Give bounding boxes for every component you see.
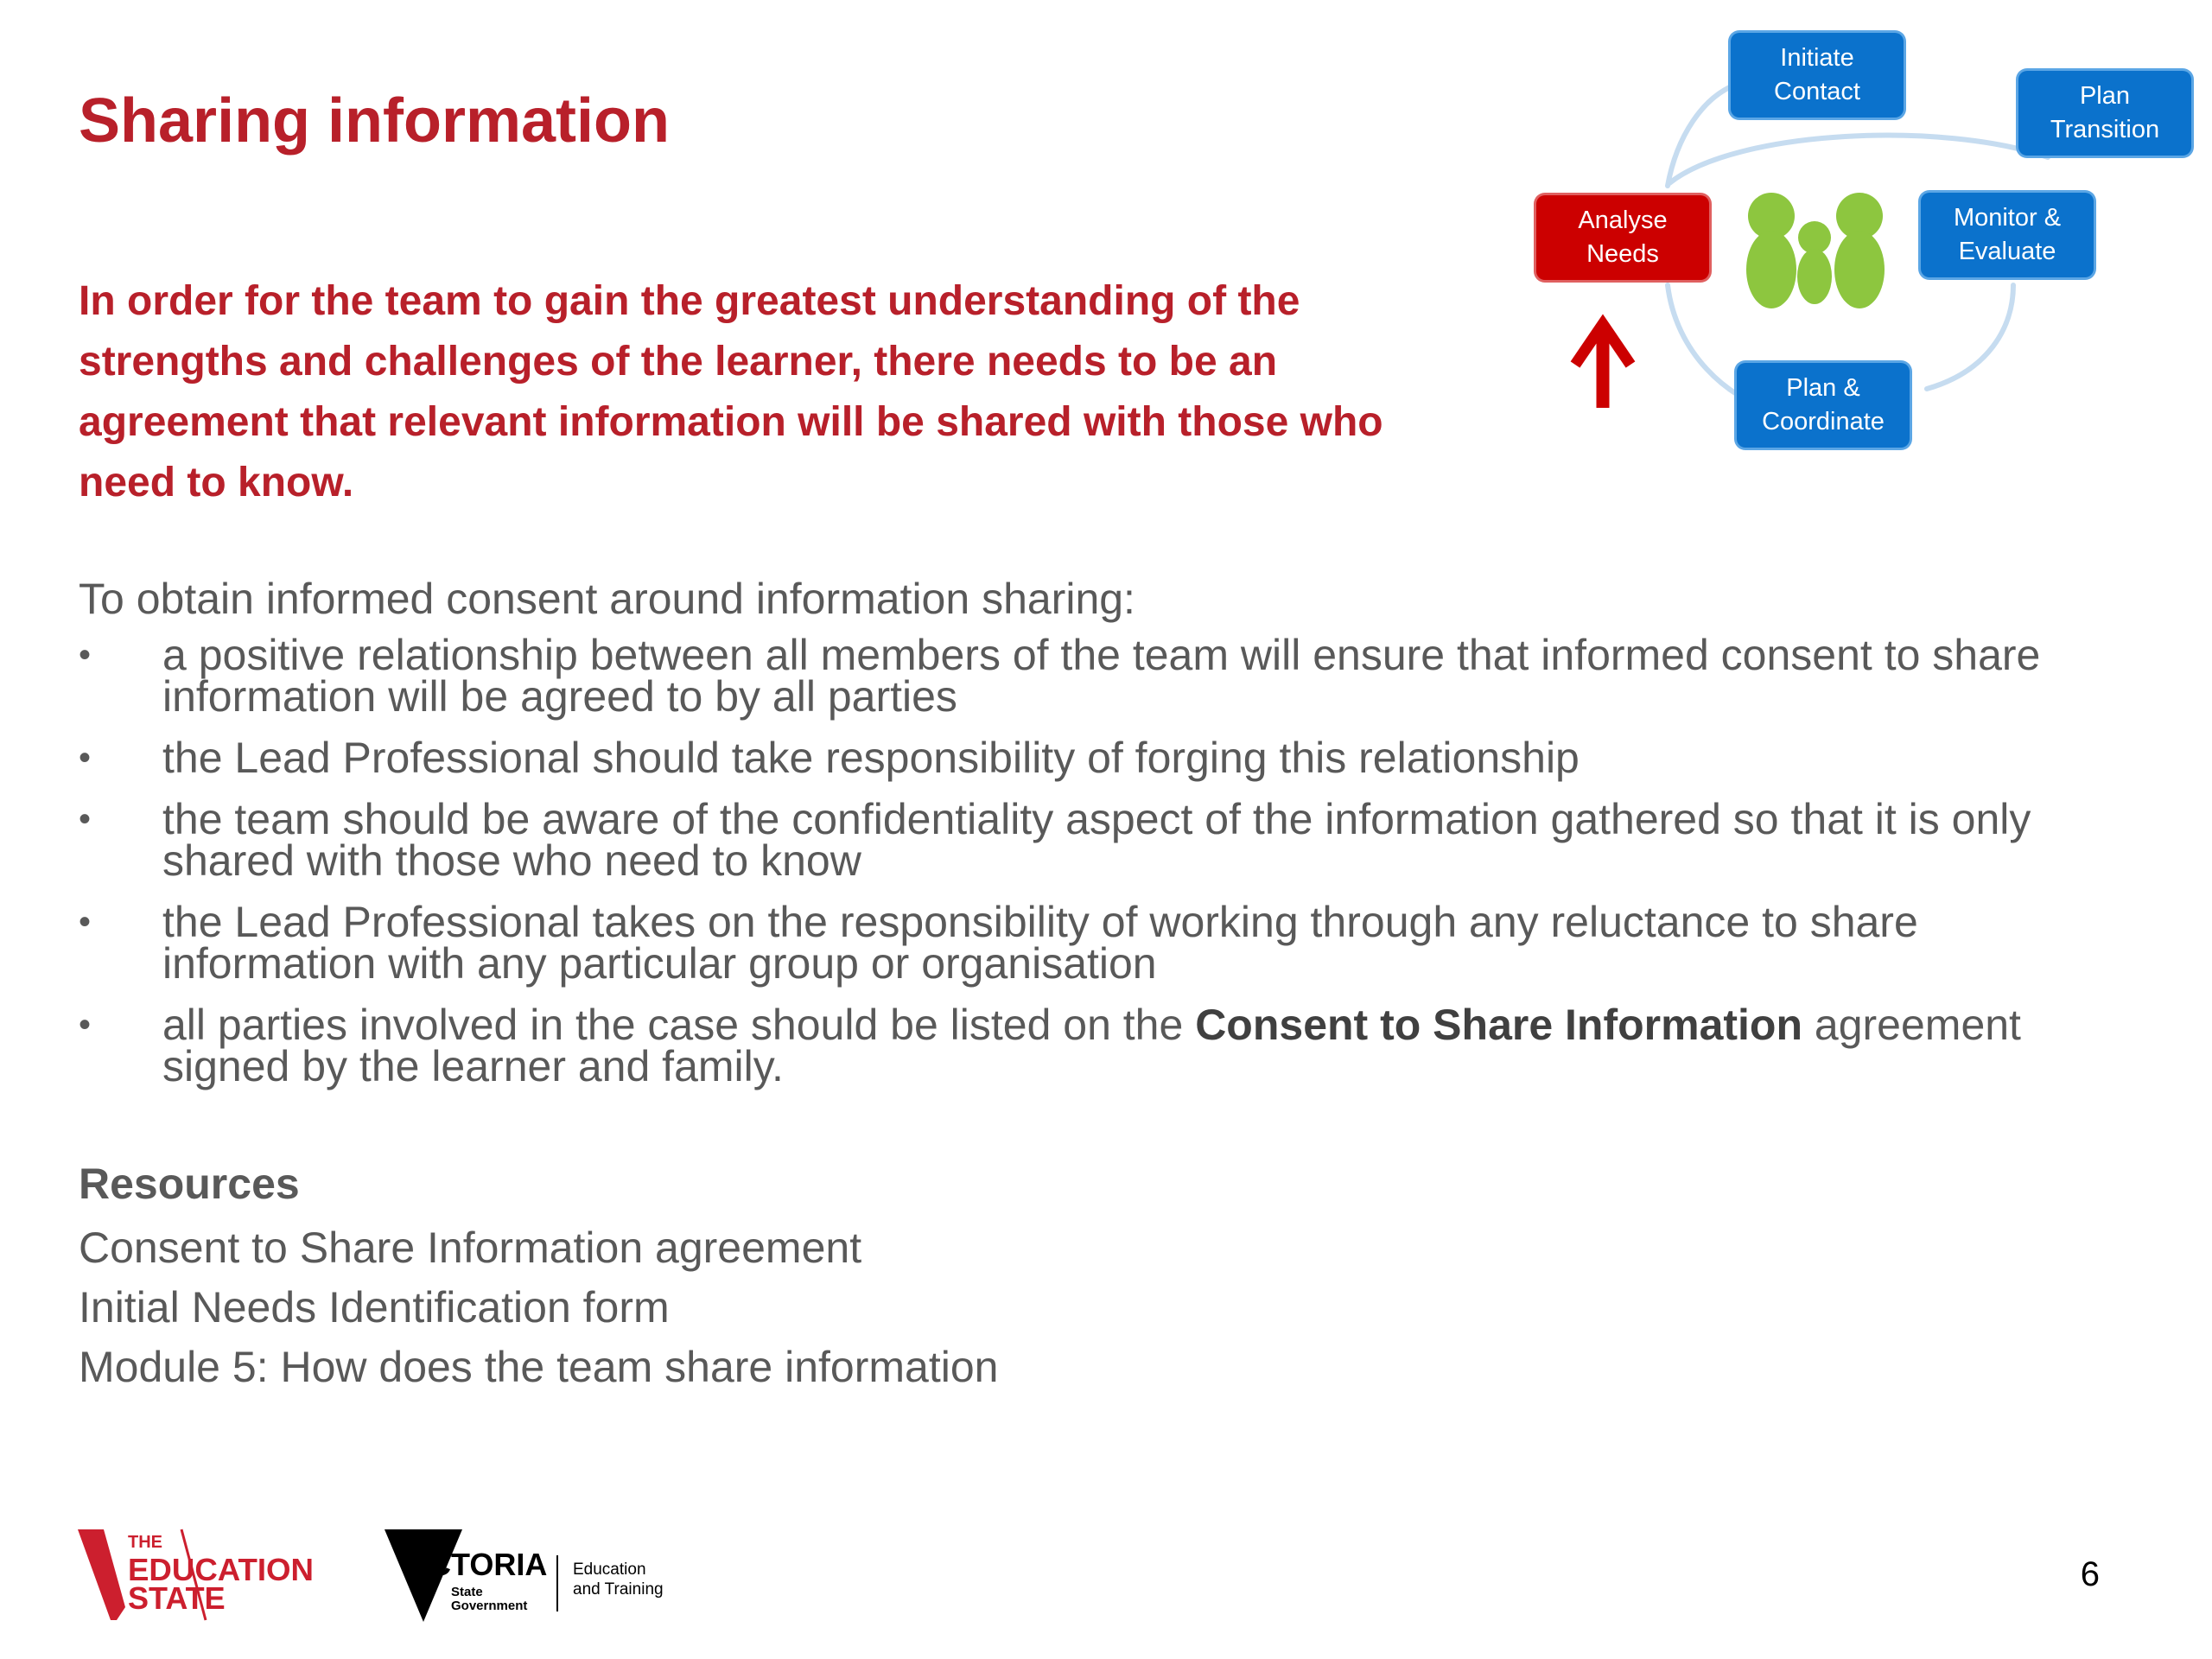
resource-item: Module 5: How does the team share information (79, 1343, 999, 1391)
victoria-sub1: State (451, 1585, 483, 1599)
victoria-wordmark: VICTORIA (399, 1547, 548, 1582)
victoria-dept2: and Training (573, 1580, 664, 1599)
node-plan-transition (2018, 71, 2191, 156)
node-label-line: Coordinate (1762, 408, 1885, 435)
bullet-text: the Lead Professional takes on the responsibility of working through any reluctance to share information with any particular group or organisation (162, 898, 1918, 988)
connector-plan-monitor (1927, 285, 2013, 389)
process-cycle-diagram (1529, 26, 2203, 467)
lead-statement: In order for the team to gain the greatest understanding of the strengths and challenges of the learner, there needs to be an agreement that relevant information will be shared with those who need to know. (79, 278, 1383, 505)
node-plan-coordinate (1737, 363, 1910, 448)
node-label-line: Plan & (1786, 374, 1860, 402)
bullet-marker: • (79, 636, 92, 674)
bullet-marker: • (79, 800, 92, 838)
education-state-line2: STATE (128, 1580, 226, 1616)
slide-title: Sharing information (79, 86, 670, 156)
bullet-text (162, 1001, 2021, 1090)
resource-item: Consent to Share Information agreement (79, 1224, 862, 1272)
bullet-marker: • (79, 903, 92, 941)
node-label-line: Initiate (1780, 44, 1854, 72)
current-stage-arrow-icon (1575, 324, 1630, 408)
node-label-line: Evaluate (1958, 238, 2056, 265)
node-label-line: Analyse (1578, 207, 1668, 234)
education-state-logo (78, 1529, 314, 1620)
bullet-text: the team should be aware of the confidentiality aspect of the information gathered so that it is only shared with those who need to know (162, 795, 2031, 885)
node-label-line: Needs (1586, 240, 1659, 268)
bullet-text: the Lead Professional should take responsibility of forging this relationship (162, 734, 1580, 782)
node-label-line: Contact (1774, 78, 1860, 105)
bullet-marker: • (79, 739, 92, 777)
resources-heading: Resources (79, 1160, 300, 1208)
resources-list (79, 1218, 1288, 1397)
consent-form-name: Consent to Share Information (1195, 1001, 1803, 1049)
consent-intro: To obtain informed consent around information sharing: (79, 575, 1135, 623)
node-monitor-evaluate (1921, 193, 2094, 277)
person-body-center (1797, 249, 1832, 304)
consent-bullet-list (79, 631, 2101, 1090)
bullet-text: a positive relationship between all members of the team will ensure that informed consent to share information will be agreed to by all parties (162, 631, 2041, 721)
node-analyse-needs (1536, 195, 1709, 280)
bullet-item (79, 734, 2101, 782)
person-body-right (1834, 231, 1885, 308)
bullet-item (79, 898, 2101, 988)
person-body-left (1746, 231, 1796, 308)
victoria-sub2: Government (451, 1599, 528, 1613)
bullet-marker: • (79, 1006, 92, 1044)
consent-section (79, 573, 2101, 1107)
node-initiate-contact (1731, 33, 1904, 118)
resources-section (79, 1158, 1288, 1397)
resource-item: Initial Needs Identification form (79, 1283, 670, 1332)
node-label-line: Monitor & (1953, 204, 2062, 232)
people-icon (1746, 193, 1885, 308)
education-state-the: THE (128, 1533, 162, 1552)
page-number: 6 (2080, 1555, 2100, 1593)
bullet-item (79, 631, 2101, 721)
connector-initiate-analyse (1668, 83, 1740, 186)
bullet-text-after: agreement signed by the learner and family. (162, 1001, 2021, 1090)
bullet-text-before: all parties involved in the case should be listed on the (162, 1001, 1196, 1049)
footer-logos (78, 1525, 700, 1629)
victoria-government-logo (385, 1529, 664, 1622)
bullet-item (79, 795, 2101, 885)
node-label-line: Transition (2050, 116, 2160, 143)
victoria-dept1: Education (573, 1560, 646, 1579)
education-state-line1: EDUCATION (128, 1552, 314, 1587)
education-state-v-shape (78, 1529, 125, 1620)
node-label-line: Plan (2079, 82, 2131, 110)
connector-arc-top (1669, 136, 2048, 183)
bullet-item (79, 1001, 2101, 1090)
